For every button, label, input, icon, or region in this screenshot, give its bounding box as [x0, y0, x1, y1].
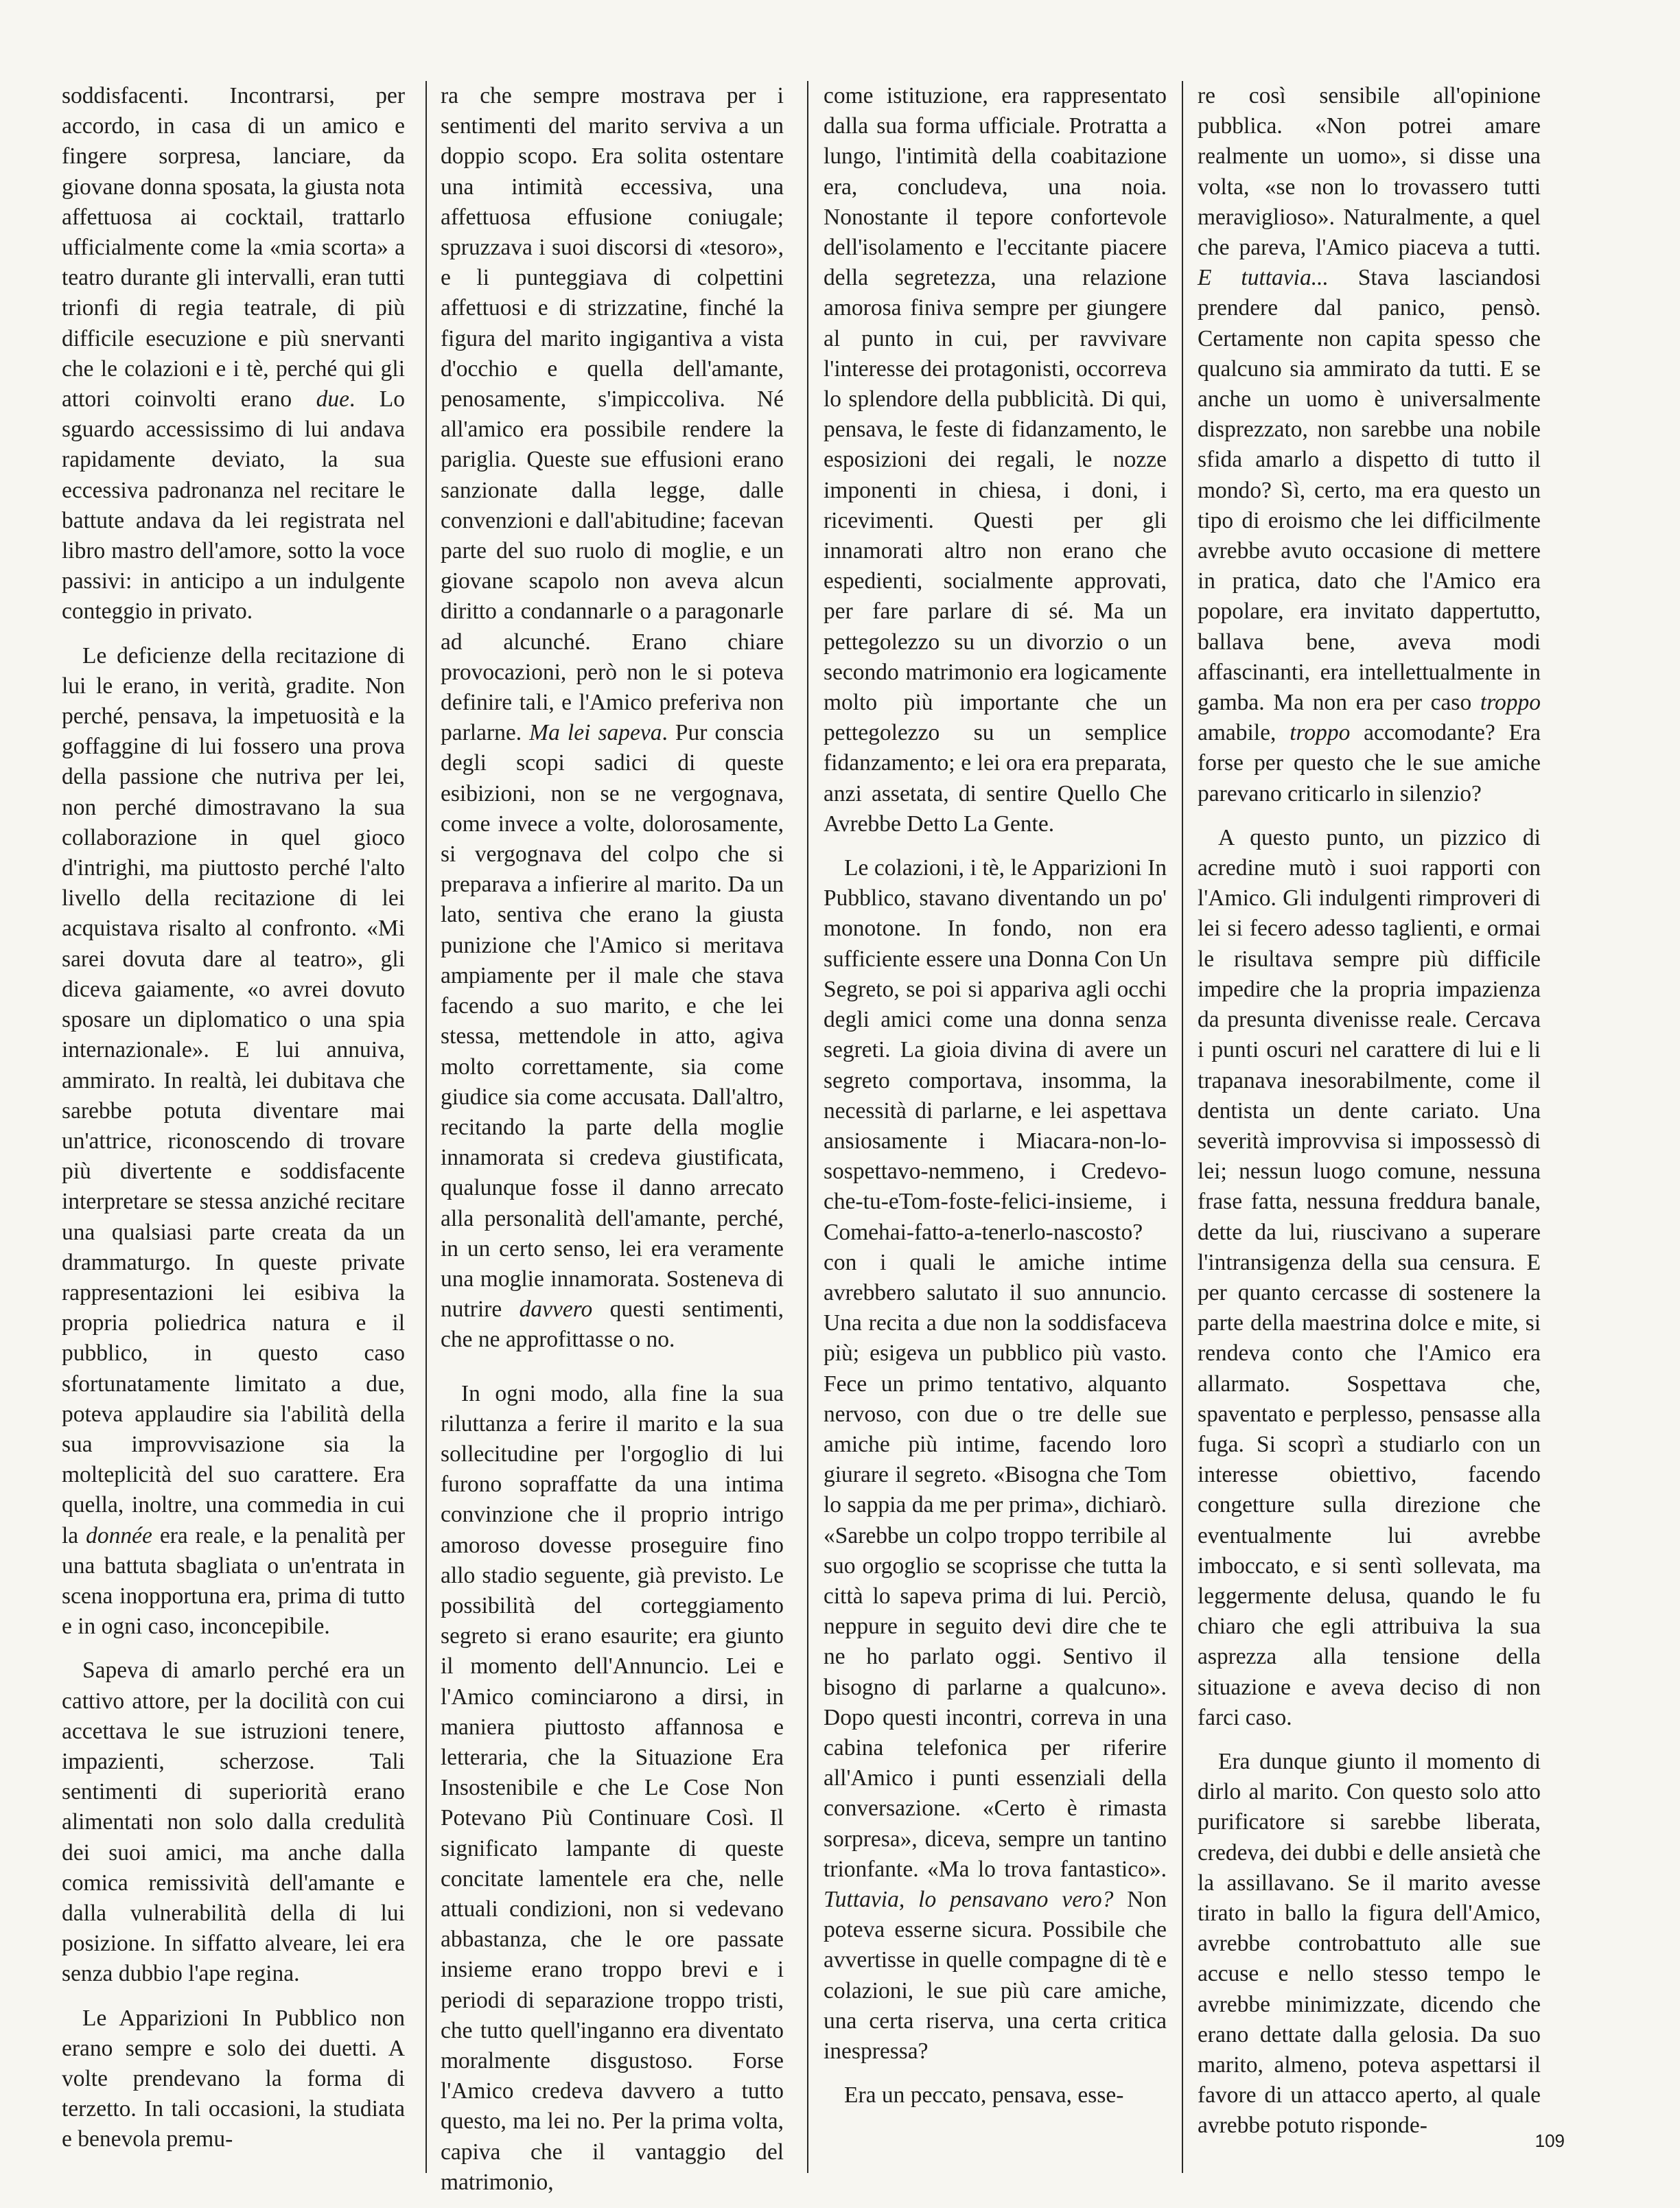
text-column-2: [441, 81, 784, 2198]
text-column-3: [824, 81, 1167, 2111]
paragraph: Le deficienze della recitazione di lui le erano, in verità, gradite. Non perché, pensava, la impetuosità e la goffaggine di lui fossero una prova della passione che nutriva per lei, non perché dimostravano la sua collaborazione in quel gioco d'intrighi, ma piuttosto perché l'alto livello della recitazione di lei acquistava risalto al confronto. «Mi sarei dovuta dare al teatro», gli diceva gaiamente, «o avrei dovuto sposare un diplomatico o una spia internazionale». E lui annuiva, ammirato. In realtà, lei dubitava che sarebbe potuta diventare mai un'attrice, riconoscendo di trovare più divertente e soddisfacente interpretare se stessa anziché recitare una qualsiasi parte creata da un drammaturgo. In queste private rappresentazioni lei esibiva la propria poliedrica natura e il pubblico, in questo caso sfortunatamente limitato a due, poteva applaudire sia l'abilità della sua improvvisazione sia la molteplicità del suo carattere. Era quella, inoltre, una commedia in cui la donnée era reale, e la penalità per una battuta sbagliata o un'entrata in scena inopportuna era, prima di tutto e in ogni caso, inconcepibile.: [62, 642, 406, 1640]
page-number: 109: [1535, 2130, 1565, 2151]
paragraph: Le Apparizioni In Pubblico non erano sempre e solo dei duetti. A volte prendevano la forma di terzetto. In tali occasioni, la studiata e benevola premu-: [62, 2005, 405, 2152]
paragraph: soddisfacenti. Incontrarsi, per accordo, in casa di un amico e fingere sorpresa, lanciare, da giovane donna sposata, la giusta nota affettuosa ai cocktail, trattarlo ufficialmente come la «mia scorta» a teatro durante gli intervalli, eran tutti trionfi di regia teatrale, di più difficile esecuzione e più snervanti che le colazioni e i tè, perché qui gli attori coinvolti erano due. Lo sguardo accessissimo di lui andava rapidamente deviato, la sua eccessiva padronanza nel recitare le battute andava da lei registrata nel libro mastro dell'amore, sotto la voce passivi: in anticipo a un indulgente conteggio in privato.: [62, 83, 405, 625]
paragraph: Era un peccato, pensava, esse-: [844, 2082, 1124, 2108]
column-divider: [425, 81, 427, 2173]
paragraph: In ogni modo, alla fine la sua riluttanza a ferire il marito e la sua sollecitudine per l'orgoglio di lui furono sopraffatte da una intima convinzione che il proprio intrigo amoroso dovesse proseguire fino allo stadio seguente, già previsto. Le possibilità del corteggiamento segreto si erano esaurite; era giunto il momento dell'Annuncio. Lei e l'Amico cominciarono a dirsi, in maniera piuttosto affannosa e letteraria, che la Situazione Era Insostenibile e che Le Cose Non Potevano Più Continuare Così. Il significato lampante di queste concitate lamentele era che, nelle attuali condizioni, non si vedevano abbastanza, che le ore passate insieme erano troppo brevi e i periodi di separazione troppo tristi, che tutto quell'inganno era diventato moralmente disgustoso. Forse l'Amico credeva davvero a tutto questo, ma lei no. Per la prima volta, capiva che il vantaggio del matrimonio,: [441, 1380, 784, 2195]
paragraph: ra che sempre mostrava per i sentimenti del marito serviva a un doppio scopo. Era solita ostentare una intimità eccessiva, una affettuosa effusione coniugale; spruzzava i suoi discorsi di «tesoro», e li punteggiava di colpettini affettuosi e di strizzatine, finché la figura del marito ingigantiva a vista d'occhio e quella dell'amante, penosamente, s'impiccoliva. Né all'amico era possibile rendere la pariglia. Queste sue effusioni erano sanzionate dalla legge, dalle convenzioni e dall'abitudine; facevan parte del suo ruolo di moglie, e un giovane scapolo non aveva alcun diritto a condannarle o a paragonarle ad alcunché. Erano chiare provocazioni, però non le si poteva definire tali, e l'Amico preferiva non parlarne. Ma lei sapeva. Pur conscia degli scopi sadici di queste esibizioni, non se ne vergognava, come invece a volte, dolorosamente, si vergognava del colpo che si preparava a infierire al marito. Da un lato, sentiva che erano la giusta punizione che l'Amico si meritava ampiamente per il male che stava facendo a suo marito, e che lei stessa, mettendole in atto, agiva molto correttamente, sia come giudice sia come accusata. Dall'altro, recitando la parte della moglie innamorata si credeva giustificata, qualunque fosse il danno arrecato alla personalità dell'amante, perché, in un certo senso, lei era veramente una moglie innamorata. Sosteneva di nutrire davvero questi sentimenti, che ne approfittasse o no.: [441, 83, 784, 1353]
paragraph: re così sensibile all'opinione pubblica. «Non potrei amare realmente un uomo», si disse una volta, «se non lo trovassero tutti meraviglioso». Naturalmente, a quel che pareva, l'Amico piaceva a tutti. E tuttavia... Stava lasciandosi prendere dal panico, pensò. Certamente non capita spesso che qualcuno sia ammirato da tutti. E se anche un uomo è universalmente disprezzato, non sarebbe una nobile sfida amarlo a dispetto di tutto il mondo? Sì, certo, ma era questo un tipo di eroismo che lei difficilmente avrebbe avuto occasione di mettere in pratica, dato che l'Amico era popolare, era invitato dappertutto, ballava bene, aveva modi affascinanti, era intellettualmente in gamba. Ma non era per caso troppo amabile, troppo accomodante? Era forse per questo che le sue amiche parevano criticarlo in silenzio?: [1198, 83, 1541, 806]
paragraph: A questo punto, un pizzico di acredine mutò i suoi rapporti con l'Amico. Gli indulgenti rimproveri di lei si fecero adesso taglienti, e ormai le risultava sempre più difficile impedire che la propria impazienza da presunta divenisse reale. Cercava i punti oscuri nel carattere di lui e li trapanava inesorabilmente, come il dentista un dente cariato. Una severità improvvisa si impossessò di lei; nessun luogo comune, nessuna frase fatta, nessuna freddura banale, dette da lui, riuscivano a superare l'intransigenza della sua censura. E per quanto cercasse di sostenere la parte della maestrina dolce e mite, si rendeva conto che l'Amico era allarmato. Sospettava che, spaventato e perplesso, pensasse alla fuga. Si scoprì a studiarlo con un interesse obiettivo, facendo congetture sulla direzione che eventualmente lui avrebbe imboccato, e si sentì sollevata, ma leggermente delusa, quando le fu chiaro che egli attribuiva la sua asprezza alla tensione della situazione e aveva deciso di non farci caso.: [1198, 824, 1541, 1730]
column-divider: [807, 81, 808, 2173]
paragraph: Sapeva di amarlo perché era un cattivo attore, per la docilità con cui accettava le sue istruzioni tenere, impazienti, scherzose. Tali sentimenti di superiorità erano alimentati non solo dalla credulità dei suoi amici, ma anche dalla comica remissività dell'amante e dalla vulnerabilità della di lui posizione. In siffatto alveare, lei era senza dubbio l'ape regina.: [62, 1658, 405, 1987]
column-divider: [1182, 81, 1183, 2173]
paragraph: come istituzione, era rappresentato dalla sua forma ufficiale. Protratta a lungo, l'intimità della coabitazione era, concludeva, una noia. Nonostante il tepore confortevole dell'isolamento e l'eccitante piacere della segretezza, una relazione amorosa finiva sempre per giungere al punto in cui, per ravvivare l'interesse dei protagonisti, occorreva lo splendore della pubblicità. Di qui, pensava, le feste di fidanzamento, le esposizioni dei regali, le nozze imponenti in chiesa, i doni, i ricevimenti. Questi per gli innamorati altro non erano che espedienti, socialmente approvati, per fare parlare di sé. Ma un pettegolezzo su un divorzio o un secondo matrimonio era logicamente molto più importante che un pettegolezzo su un semplice fidanzamento; e lei ora era preparata, anzi assetata, di sentire Quello Che Avrebbe Detto La Gente.: [824, 83, 1167, 837]
paragraph: Le colazioni, i tè, le Apparizioni In Pubblico, stavano diventando un po' monotone. In fondo, non era sufficiente essere una Donna Con Un Segreto, se poi si appariva agli occhi degli amici come una donna senza segreti. La gioia divina di avere un segreto comportava, insomma, la necessità di parlarne, e lei aspettava ansiosamente i Miacara-non-lo-sospettavo-nemmeno, i Credevo-che-tu-eTom-foste-felici-insieme, i Comehai-fatto-a-tenerlo-nascosto? con i quali le amiche intime avrebbero salutato il suo annuncio. Una recita a due non la soddisfaceva più; esigeva un pubblico più vasto. Fece un primo tentativo, alquanto nervoso, con due o tre delle sue amiche più intime, facendo loro giurare il segreto. «Bisogna che Tom lo sappia da me per prima», dichiarò. «Sarebbe un colpo troppo terribile al suo orgoglio se scoprisse che tutta la città lo sapeva prima di lui. Perciò, neppure in seguito devi dire che te ne ho parlato oggi. Sentivo il bisogno di parlarne a qualcuno». Dopo questi incontri, correva in una cabina telefonica per riferire all'Amico i punti essenziali della conversazione. «Certo è rimasta sorpresa», diceva, sempre un tantino trionfante. «Ma lo trova fantastico». Tuttavia, lo pensavano vero? Non poteva esserne sicura. Possibile che avvertisse in quelle compagne di tè e colazioni, le sue più care amiche, una certa riserva, una certa critica inespressa?: [824, 855, 1167, 2064]
paragraph: Era dunque giunto il momento di dirlo al marito. Con questo solo atto purificatore si sarebbe liberata, credeva, dei dubbi e delle ansietà che la assillavano. Se il marito avesse tirato in ballo la figura dell'Amico, avrebbe controbattuto alle sue accuse e nello stesso tempo le avrebbe minimizzate, dicendo che erano dettate dalla gelosia. Da suo marito, almeno, poteva aspettarsi il favore di un attacco aperto, al quale avrebbe potuto risponde-: [1198, 1748, 1541, 2139]
text-column-4: [1198, 81, 1541, 2141]
text-column-1: [62, 81, 405, 2155]
